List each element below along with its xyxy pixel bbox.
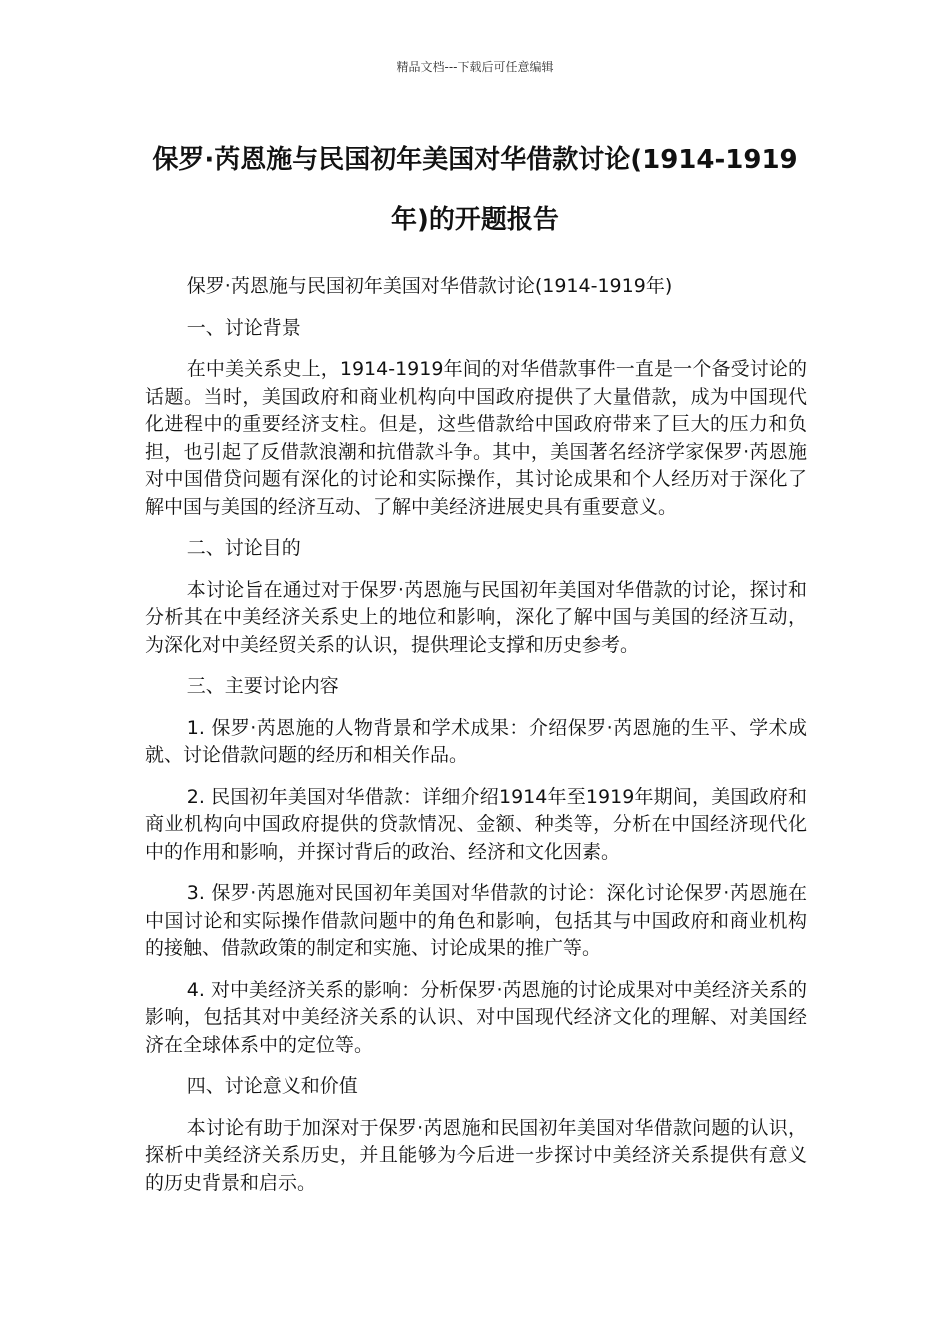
document-body [145,273,807,1211]
content-item-4: 4. 对中美经济关系的影响：分析保罗·芮恩施的讨论成果对中美经济关系的影响，包括其对中美经济关系的认识、对中国现代经济文化的理解、对美国经济在全球体系中的定位等。 [145,978,807,1056]
document-title: 保罗·芮恩施与民国初年美国对华借款讨论(1914-1919年)的开题报告 [152,145,798,235]
content-item-1: 1. 保罗·芮恩施的人物背景和学术成果：介绍保罗·芮恩施的生平、学术成就、讨论借款问题的经历和相关作品。 [145,716,807,766]
page-header-note: 精品文档---下载后可任意编辑 [396,60,554,74]
content-item-2: 2. 民国初年美国对华借款：详细介绍1914年至1919年期间，美国政府和商业机构向中国政府提供的贷款情况、金额、种类等，分析在中国经济现代化中的作用和影响，并探讨背后的政治、经济和文化因素。 [145,785,807,863]
paragraph-background: 在中美关系史上，1914-1919年间的对华借款事件一直是一个备受讨论的话题。当时，美国政府和商业机构向中国政府提供了大量借款，成为中国现代化进程中的重要经济支柱。但是，这些借款给中国政府带来了巨大的压力和负担，也引起了反借款浪潮和抗借款斗争。其中，美国著名经济学家保罗·芮恩施对中国借贷问题有深化的讨论和实际操作，其讨论成果和个人经历对于深化了解中国与美国的经济互动、了解中美经济进展史具有重要意义。 [145,358,807,518]
section-heading-content: 三、主要讨论内容 [186,675,339,697]
subtitle-paragraph: 保罗·芮恩施与民国初年美国对华借款讨论(1914-1919年) [186,275,673,297]
section-heading-background: 一、讨论背景 [186,316,301,339]
section-heading-significance: 四、讨论意义和价值 [186,1075,358,1097]
paragraph-purpose: 本讨论旨在通过对于保罗·芮恩施与民国初年美国对华借款的讨论，探讨和分析其在中美经济关系史上的地位和影响，深化了解中国与美国的经济互动，为深化对中美经贸关系的认识，提供理论支撑和历史参考。 [145,578,807,656]
paragraph-significance: 本讨论有助于加深对于保罗·芮恩施和民国初年美国对华借款问题的认识，探析中美经济关系历史，并且能够为今后进一步探讨中美经济关系提供有意义的历史背景和启示。 [145,1116,807,1194]
content-item-3: 3. 保罗·芮恩施对民国初年美国对华借款的讨论：深化讨论保罗·芮恩施在中国讨论和实际操作借款问题中的角色和影响，包括其与中国政府和商业机构的接触、借款政策的制定和实施、讨论成果的推广等。 [145,882,807,959]
section-heading-purpose: 二、讨论目的 [186,537,301,559]
